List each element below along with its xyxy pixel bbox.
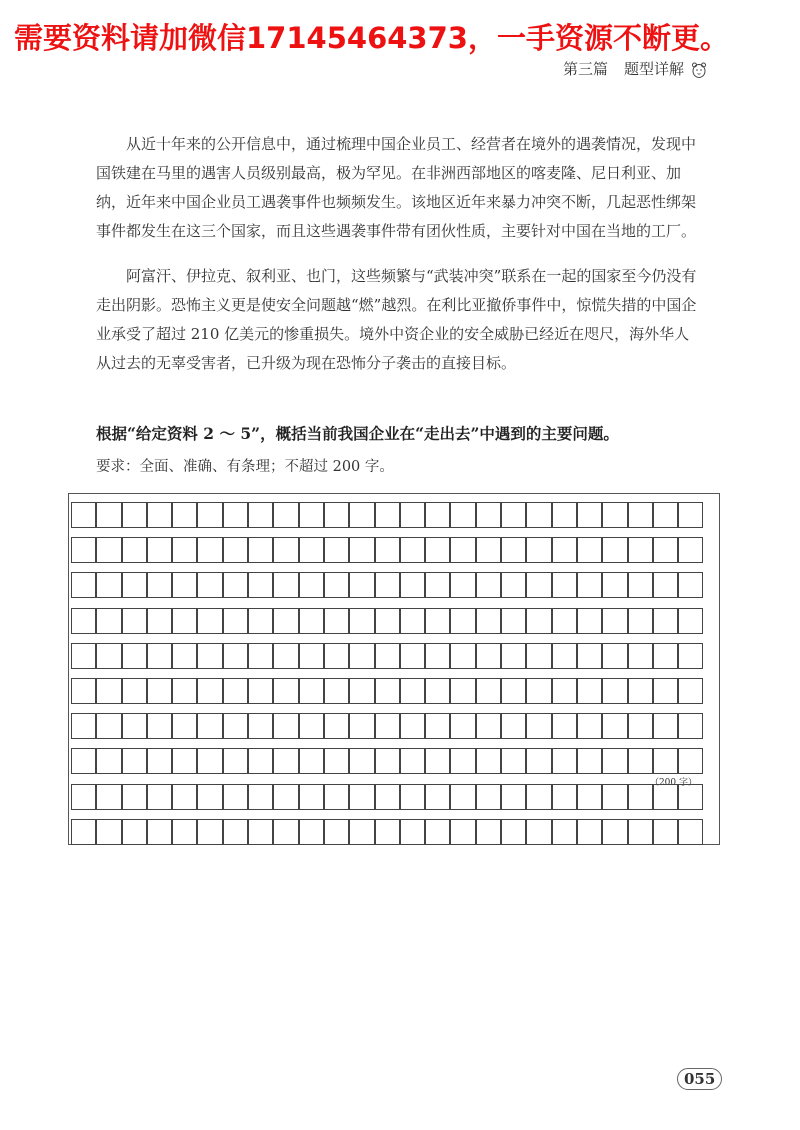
grid-cell[interactable]	[248, 748, 273, 774]
watermark-banner: 需要资料请加微信17145464373，一手资源不断更。	[14, 21, 729, 55]
grid-cell[interactable]	[526, 819, 551, 845]
grid-cell[interactable]	[324, 572, 349, 598]
grid-cell[interactable]	[552, 608, 577, 634]
grid-cell[interactable]	[653, 748, 678, 774]
grid-cell[interactable]	[628, 748, 653, 774]
grid-cell[interactable]	[71, 819, 96, 845]
grid-cell[interactable]	[450, 713, 475, 739]
grid-cell[interactable]	[273, 819, 298, 845]
grid-row	[69, 502, 719, 528]
grid-cell[interactable]	[375, 608, 400, 634]
grid-cell[interactable]	[653, 643, 678, 669]
grid-cell[interactable]	[172, 819, 197, 845]
grid-cell[interactable]	[273, 537, 298, 563]
grid-cell[interactable]	[71, 502, 96, 528]
grid-cell[interactable]	[248, 572, 273, 598]
grid-cell[interactable]	[678, 643, 703, 669]
grid-cell[interactable]	[223, 502, 248, 528]
grid-cell[interactable]	[552, 784, 577, 810]
grid-cell[interactable]	[273, 748, 298, 774]
grid-cell[interactable]	[223, 678, 248, 704]
grid-cell[interactable]	[324, 502, 349, 528]
grid-cell[interactable]	[349, 572, 374, 598]
grid-row	[69, 572, 719, 598]
grid-cell[interactable]	[577, 643, 602, 669]
grid-cell[interactable]	[628, 678, 653, 704]
grid-cell[interactable]	[400, 748, 425, 774]
grid-cell[interactable]	[552, 502, 577, 528]
grid-cell[interactable]	[223, 819, 248, 845]
grid-cell[interactable]	[375, 713, 400, 739]
grid-cell[interactable]	[324, 748, 349, 774]
grid-cell[interactable]	[577, 713, 602, 739]
grid-cell[interactable]	[349, 537, 374, 563]
grid-cell[interactable]	[71, 572, 96, 598]
grid-cell[interactable]	[375, 784, 400, 810]
grid-cell[interactable]	[122, 678, 147, 704]
grid-cell[interactable]	[147, 643, 172, 669]
grid-cell[interactable]	[577, 784, 602, 810]
grid-cell[interactable]	[425, 819, 450, 845]
grid-cell[interactable]	[450, 819, 475, 845]
grid-cell[interactable]	[552, 572, 577, 598]
grid-row	[69, 819, 719, 845]
grid-cell[interactable]	[678, 572, 703, 598]
grid-cell[interactable]	[96, 608, 121, 634]
grid-cell[interactable]	[147, 608, 172, 634]
word-count-label: （200 字）	[649, 778, 697, 789]
grid-cell[interactable]	[501, 678, 526, 704]
grid-cell[interactable]	[147, 678, 172, 704]
grid-cell[interactable]	[400, 784, 425, 810]
grid-cell[interactable]	[526, 643, 551, 669]
grid-cell[interactable]	[375, 537, 400, 563]
grid-cell[interactable]	[526, 502, 551, 528]
grid-cell[interactable]	[400, 713, 425, 739]
grid-cell[interactable]	[577, 748, 602, 774]
question-requirement: 要求：全面、准确、有条理；不超过 200 字。	[96, 459, 394, 475]
grid-cell[interactable]	[526, 748, 551, 774]
grid-row	[69, 678, 719, 704]
grid-cell[interactable]	[197, 608, 222, 634]
grid-cell[interactable]	[653, 784, 678, 810]
grid-cell[interactable]	[248, 784, 273, 810]
grid-cell[interactable]	[299, 643, 324, 669]
grid-cell[interactable]	[501, 784, 526, 810]
grid-cell[interactable]	[96, 678, 121, 704]
grid-cell[interactable]	[375, 502, 400, 528]
grid-cell[interactable]	[552, 678, 577, 704]
grid-cell[interactable]	[476, 678, 501, 704]
grid-cell[interactable]	[476, 572, 501, 598]
grid-cell[interactable]	[172, 748, 197, 774]
grid-cell[interactable]	[552, 643, 577, 669]
grid-cell[interactable]	[501, 572, 526, 598]
header-part: 第三篇	[562, 60, 608, 78]
grid-row	[69, 713, 719, 739]
grid-cell[interactable]	[476, 713, 501, 739]
grid-cell[interactable]	[425, 643, 450, 669]
grid-cell[interactable]	[476, 537, 501, 563]
grid-cell[interactable]	[450, 537, 475, 563]
grid-cell[interactable]	[71, 748, 96, 774]
grid-cell[interactable]	[577, 678, 602, 704]
grid-cell[interactable]	[476, 502, 501, 528]
grid-cell[interactable]	[299, 572, 324, 598]
grid-cell[interactable]	[628, 537, 653, 563]
question-prompt: 根据“给定资料 2 ～ 5”，概括当前我国企业在“走出去”中遇到的主要问题。	[96, 424, 619, 443]
grid-cell[interactable]	[299, 713, 324, 739]
grid-cell[interactable]	[324, 643, 349, 669]
grid-cell[interactable]	[273, 784, 298, 810]
grid-cell[interactable]	[299, 502, 324, 528]
grid-cell[interactable]	[476, 643, 501, 669]
grid-cell[interactable]	[425, 713, 450, 739]
grid-cell[interactable]	[476, 784, 501, 810]
grid-cell[interactable]	[577, 537, 602, 563]
grid-cell[interactable]	[172, 537, 197, 563]
grid-cell[interactable]	[71, 784, 96, 810]
grid-row	[69, 748, 719, 774]
grid-cell[interactable]	[273, 713, 298, 739]
grid-cell[interactable]	[400, 819, 425, 845]
grid-cell[interactable]	[273, 572, 298, 598]
grid-cell[interactable]	[349, 748, 374, 774]
grid-cell[interactable]	[248, 643, 273, 669]
grid-cell[interactable]	[450, 608, 475, 634]
grid-cell[interactable]	[122, 608, 147, 634]
grid-cell[interactable]	[501, 643, 526, 669]
grid-cell[interactable]	[273, 678, 298, 704]
grid-cell[interactable]	[628, 643, 653, 669]
grid-cell[interactable]	[501, 748, 526, 774]
grid-cell[interactable]	[324, 713, 349, 739]
grid-cell[interactable]	[122, 784, 147, 810]
grid-cell[interactable]	[653, 713, 678, 739]
grid-cell[interactable]	[172, 678, 197, 704]
grid-cell[interactable]	[628, 713, 653, 739]
grid-cell[interactable]	[147, 784, 172, 810]
grid-cell[interactable]	[526, 784, 551, 810]
grid-cell[interactable]	[425, 784, 450, 810]
grid-cell[interactable]	[400, 572, 425, 598]
grid-cell[interactable]	[273, 608, 298, 634]
grid-cell[interactable]	[197, 572, 222, 598]
grid-cell[interactable]	[501, 537, 526, 563]
grid-cell[interactable]	[425, 608, 450, 634]
grid-cell[interactable]	[526, 537, 551, 563]
grid-cell[interactable]	[122, 748, 147, 774]
grid-cell[interactable]	[501, 502, 526, 528]
grid-cell[interactable]	[172, 572, 197, 598]
grid-cell[interactable]	[552, 748, 577, 774]
grid-cell[interactable]	[400, 608, 425, 634]
grid-cell[interactable]	[223, 572, 248, 598]
grid-cell[interactable]	[299, 608, 324, 634]
grid-cell[interactable]	[602, 678, 627, 704]
grid-cell[interactable]	[653, 502, 678, 528]
grid-cell[interactable]	[248, 537, 273, 563]
grid-cell[interactable]	[602, 819, 627, 845]
grid-cell[interactable]	[526, 572, 551, 598]
grid-cell[interactable]	[96, 748, 121, 774]
grid-cell[interactable]	[602, 572, 627, 598]
grid-cell[interactable]	[172, 643, 197, 669]
grid-cell[interactable]	[273, 643, 298, 669]
grid-cell[interactable]	[400, 537, 425, 563]
grid-cell[interactable]	[678, 537, 703, 563]
grid-cell[interactable]	[476, 819, 501, 845]
grid-cell[interactable]	[248, 713, 273, 739]
grid-cell[interactable]	[122, 643, 147, 669]
grid-cell[interactable]	[526, 608, 551, 634]
grid-cell[interactable]	[96, 502, 121, 528]
grid-cell[interactable]	[197, 748, 222, 774]
grid-cell[interactable]	[96, 713, 121, 739]
grid-cell[interactable]	[223, 608, 248, 634]
grid-cell[interactable]	[400, 643, 425, 669]
grid-cell[interactable]	[349, 784, 374, 810]
grid-cell[interactable]	[450, 784, 475, 810]
grid-cell[interactable]	[653, 819, 678, 845]
grid-cell[interactable]	[197, 643, 222, 669]
grid-cell[interactable]	[147, 537, 172, 563]
grid-cell[interactable]	[223, 748, 248, 774]
grid-cell[interactable]	[197, 537, 222, 563]
grid-cell[interactable]	[602, 748, 627, 774]
grid-cell[interactable]	[71, 678, 96, 704]
grid-cell[interactable]	[678, 678, 703, 704]
grid-cell[interactable]	[122, 713, 147, 739]
grid-cell[interactable]	[577, 572, 602, 598]
grid-cell[interactable]	[197, 819, 222, 845]
grid-cell[interactable]	[526, 678, 551, 704]
grid-cell[interactable]	[248, 608, 273, 634]
grid-cell[interactable]	[375, 678, 400, 704]
grid-cell[interactable]	[299, 819, 324, 845]
grid-cell[interactable]	[172, 502, 197, 528]
page-header	[563, 58, 708, 79]
grid-cell[interactable]	[299, 748, 324, 774]
grid-cell[interactable]	[450, 643, 475, 669]
grid-cell[interactable]	[653, 608, 678, 634]
grid-cell[interactable]	[501, 608, 526, 634]
grid-cell[interactable]	[602, 502, 627, 528]
grid-cell[interactable]	[172, 784, 197, 810]
grid-cell[interactable]	[248, 819, 273, 845]
grid-cell[interactable]	[678, 502, 703, 528]
grid-cell[interactable]	[172, 608, 197, 634]
grid-cell[interactable]	[96, 572, 121, 598]
grid-cell[interactable]	[71, 713, 96, 739]
grid-cell[interactable]	[628, 819, 653, 845]
grid-cell[interactable]	[197, 784, 222, 810]
grid-cell[interactable]	[628, 608, 653, 634]
grid-cell[interactable]	[96, 537, 121, 563]
grid-cell[interactable]	[122, 502, 147, 528]
grid-cell[interactable]	[400, 502, 425, 528]
grid-cell[interactable]	[299, 537, 324, 563]
grid-cell[interactable]	[71, 608, 96, 634]
grid-cell[interactable]	[501, 713, 526, 739]
grid-cell[interactable]	[349, 608, 374, 634]
grid-cell[interactable]	[552, 537, 577, 563]
grid-row	[69, 537, 719, 563]
grid-cell[interactable]	[349, 678, 374, 704]
grid-cell[interactable]	[324, 784, 349, 810]
grid-cell[interactable]	[476, 608, 501, 634]
grid-cell[interactable]	[602, 608, 627, 634]
grid-cell[interactable]	[628, 572, 653, 598]
grid-cell[interactable]	[577, 819, 602, 845]
grid-cell[interactable]	[678, 713, 703, 739]
grid-cell[interactable]	[653, 678, 678, 704]
grid-cell[interactable]	[577, 608, 602, 634]
grid-cell[interactable]	[197, 502, 222, 528]
grid-cell[interactable]	[96, 784, 121, 810]
grid-cell[interactable]	[375, 643, 400, 669]
grid-cell[interactable]	[678, 748, 703, 774]
grid-cell[interactable]	[248, 502, 273, 528]
grid-cell[interactable]	[628, 502, 653, 528]
grid-cell[interactable]	[476, 748, 501, 774]
grid-cell[interactable]	[122, 572, 147, 598]
grid-cell[interactable]	[678, 784, 703, 810]
grid-cell[interactable]	[324, 819, 349, 845]
grid-cell[interactable]	[552, 819, 577, 845]
grid-cell[interactable]	[577, 502, 602, 528]
grid-cell[interactable]	[375, 819, 400, 845]
grid-cell[interactable]	[602, 537, 627, 563]
grid-cell[interactable]	[653, 537, 678, 563]
grid-cell[interactable]	[349, 643, 374, 669]
grid-cell[interactable]	[96, 819, 121, 845]
grid-cell[interactable]	[96, 643, 121, 669]
grid-cell[interactable]	[425, 502, 450, 528]
grid-cell[interactable]	[172, 713, 197, 739]
grid-cell[interactable]	[273, 502, 298, 528]
grid-cell[interactable]	[349, 502, 374, 528]
grid-cell[interactable]	[349, 713, 374, 739]
grid-cell[interactable]	[678, 608, 703, 634]
grid-cell[interactable]	[299, 678, 324, 704]
page-number: 055	[677, 1068, 722, 1090]
grid-cell[interactable]	[450, 748, 475, 774]
grid-cell[interactable]	[450, 572, 475, 598]
grid-cell[interactable]	[223, 784, 248, 810]
grid-cell[interactable]	[324, 537, 349, 563]
grid-cell[interactable]	[349, 819, 374, 845]
grid-cell[interactable]	[223, 643, 248, 669]
paragraph-1: 从近十年来的公开信息中，通过梳理中国企业员工、经营者在境外的遇袭情况，发现中国铁建在马里的遇害人员级别最高，极为罕见。在非洲西部地区的喀麦隆、尼日利亚、加纳，近年来中国企业员工遇袭事件也频频发生。该地区近年来暴力冲突不断，几起恶性绑架事件都发生在这三个国家，而且这些遇袭事件带有团伙性质，主要针对中国在当地的工厂。	[96, 135, 697, 240]
grid-cell[interactable]	[324, 608, 349, 634]
grid-cell[interactable]	[678, 819, 703, 845]
grid-cell[interactable]	[375, 572, 400, 598]
grid-cell[interactable]	[450, 678, 475, 704]
grid-cell[interactable]	[400, 678, 425, 704]
grid-cell[interactable]	[71, 537, 96, 563]
grid-cell[interactable]	[147, 713, 172, 739]
grid-cell[interactable]	[375, 748, 400, 774]
grid-cell[interactable]	[501, 819, 526, 845]
bear-icon	[690, 59, 708, 79]
grid-cell[interactable]	[653, 572, 678, 598]
grid-cell[interactable]	[425, 678, 450, 704]
grid-cell[interactable]	[248, 678, 273, 704]
answer-grid[interactable]	[68, 493, 720, 845]
header-section: 题型详解	[623, 60, 684, 78]
grid-cell[interactable]	[197, 678, 222, 704]
grid-cell[interactable]	[602, 713, 627, 739]
grid-cell[interactable]	[324, 678, 349, 704]
grid-cell[interactable]	[299, 784, 324, 810]
grid-cell[interactable]	[602, 784, 627, 810]
paragraph-2: 阿富汗、伊拉克、叙利亚、也门，这些频繁与“武装冲突”联系在一起的国家至今仍没有走出阴影。恐怖主义更是使安全问题越“燃”越烈。在利比亚撤侨事件中，惊慌失措的中国企业承受了超过 210 亿美元的惨重损失。境外中资企业的安全威胁已经近在咫尺，海外华人从过去的无辜受害者，已升级为现在恐怖分子袭击的直接目标。	[96, 267, 697, 372]
grid-cell[interactable]	[425, 572, 450, 598]
grid-row	[69, 784, 719, 810]
grid-cell[interactable]	[147, 572, 172, 598]
grid-cell[interactable]	[122, 537, 147, 563]
grid-cell[interactable]	[223, 537, 248, 563]
grid-cell[interactable]	[552, 713, 577, 739]
grid-cell[interactable]	[122, 819, 147, 845]
grid-cell[interactable]	[71, 643, 96, 669]
grid-row	[69, 608, 719, 634]
grid-cell[interactable]	[147, 502, 172, 528]
grid-cell[interactable]	[526, 713, 551, 739]
grid-cell[interactable]	[602, 643, 627, 669]
grid-cell[interactable]	[425, 748, 450, 774]
grid-cell[interactable]	[628, 784, 653, 810]
grid-cell[interactable]	[147, 748, 172, 774]
grid-cell[interactable]	[197, 713, 222, 739]
grid-row	[69, 643, 719, 669]
grid-cell[interactable]	[223, 713, 248, 739]
grid-cell[interactable]	[450, 502, 475, 528]
grid-cell[interactable]	[147, 819, 172, 845]
grid-cell[interactable]	[425, 537, 450, 563]
